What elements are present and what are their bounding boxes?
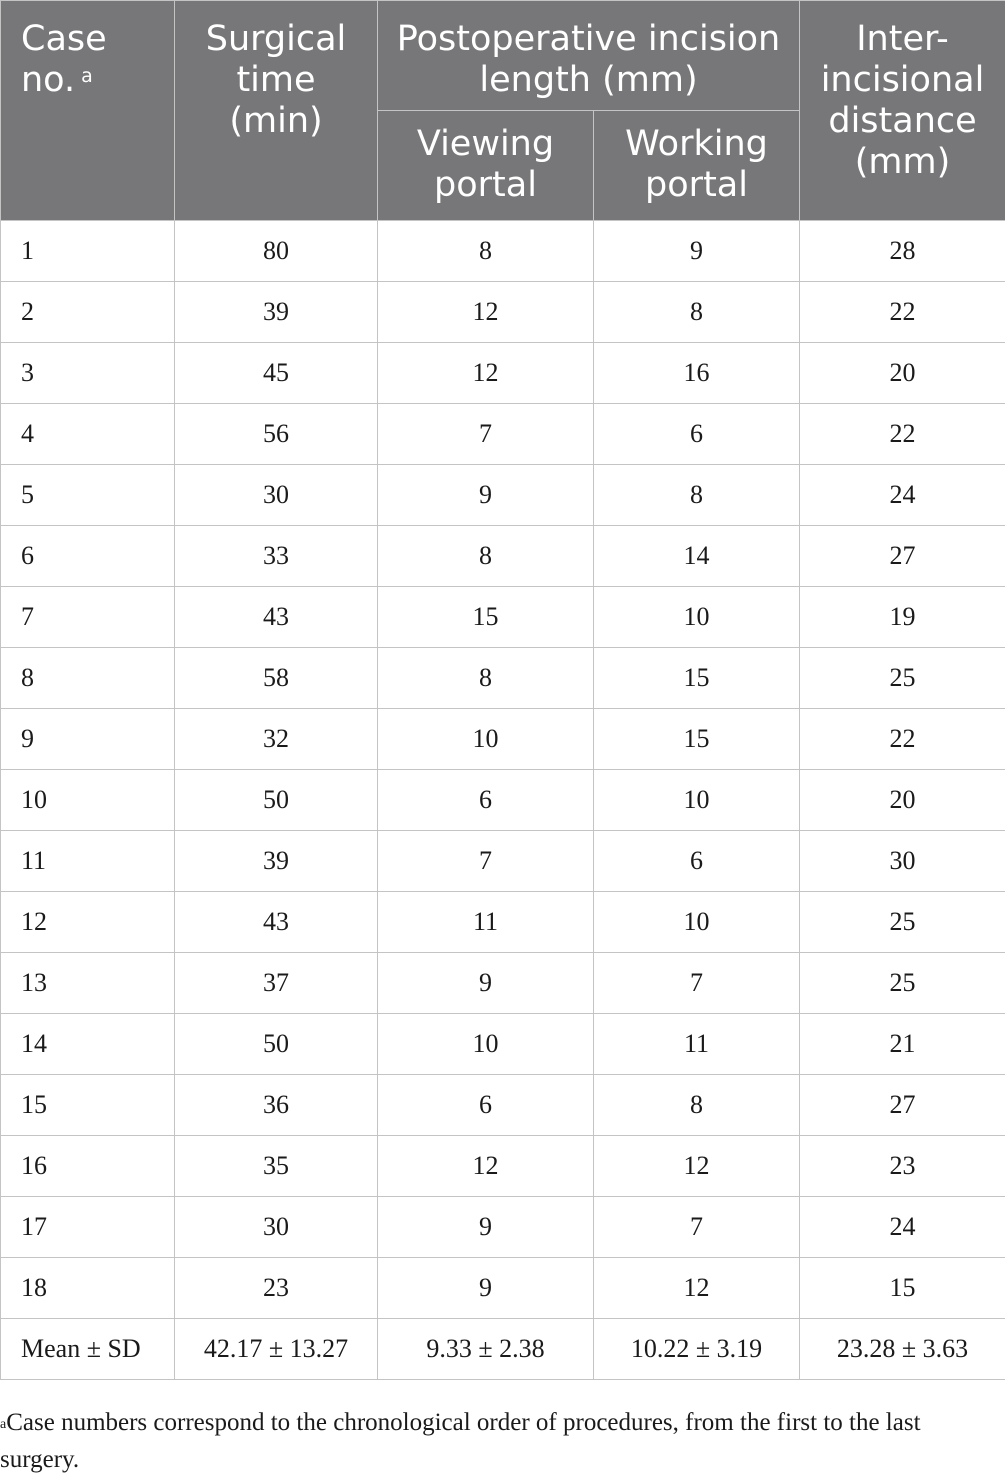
table-cell: 50 <box>175 770 378 831</box>
table-cell: 36 <box>175 1075 378 1136</box>
header-inter-line: (mm) <box>854 142 951 182</box>
header-case-no <box>1 1 175 221</box>
header-inter-incisional-distance <box>800 1 1005 221</box>
header-working-line: portal <box>645 165 748 205</box>
table-cell: 39 <box>175 282 378 343</box>
table-cell: 7 <box>378 404 594 465</box>
table-cell: 11 <box>378 892 594 953</box>
case-number-cell: 7 <box>1 587 175 648</box>
header-viewing-portal <box>378 111 594 221</box>
table-cell: 30 <box>800 831 1005 892</box>
case-number-cell: 11 <box>1 831 175 892</box>
case-number-cell: 14 <box>1 1014 175 1075</box>
table-row <box>1 1258 1005 1319</box>
table-cell: 15 <box>594 648 800 709</box>
table-cell: 27 <box>800 526 1005 587</box>
case-number-cell: 6 <box>1 526 175 587</box>
table-cell: 20 <box>800 343 1005 404</box>
case-number-cell: 4 <box>1 404 175 465</box>
table-cell: 9 <box>378 465 594 526</box>
table-cell: 15 <box>378 587 594 648</box>
table-cell: 35 <box>175 1136 378 1197</box>
table-cell: 30 <box>175 465 378 526</box>
table-row <box>1 1014 1005 1075</box>
case-number-cell: 13 <box>1 953 175 1014</box>
case-number-cell: 9 <box>1 709 175 770</box>
table-cell: 9 <box>378 1197 594 1258</box>
table-cell: 8 <box>594 1075 800 1136</box>
table-cell: 8 <box>378 221 594 282</box>
table-cell: 8 <box>378 648 594 709</box>
summary-row <box>1 1319 1005 1380</box>
table-cell: 23 <box>175 1258 378 1319</box>
header-case-no-word1: Case <box>21 19 107 59</box>
case-number-cell: 1 <box>1 221 175 282</box>
header-incision-length-group <box>378 1 800 111</box>
case-number-cell: 2 <box>1 282 175 343</box>
table-cell: 22 <box>800 282 1005 343</box>
table-row <box>1 1136 1005 1197</box>
table-row <box>1 770 1005 831</box>
table-cell: 58 <box>175 648 378 709</box>
footnote-marker: a <box>81 65 93 87</box>
table-cell: 25 <box>800 953 1005 1014</box>
header-incision-line: length (mm) <box>479 60 698 100</box>
table-row <box>1 404 1005 465</box>
header-incision-line: Postoperative incision <box>396 19 781 59</box>
table-row <box>1 831 1005 892</box>
table-cell: 23 <box>800 1136 1005 1197</box>
table-cell: 39 <box>175 831 378 892</box>
table-row <box>1 709 1005 770</box>
table-cell: 43 <box>175 587 378 648</box>
table-cell: 10 <box>594 892 800 953</box>
table-cell: 28 <box>800 221 1005 282</box>
header-case-no-word2: no. <box>21 60 76 100</box>
table-cell: 9 <box>378 953 594 1014</box>
table-row <box>1 587 1005 648</box>
table-cell: 8 <box>594 465 800 526</box>
case-number-cell: 16 <box>1 1136 175 1197</box>
table-row <box>1 282 1005 343</box>
table-cell: 10 <box>378 1014 594 1075</box>
table-cell: 25 <box>800 892 1005 953</box>
case-number-cell: 10 <box>1 770 175 831</box>
table-cell: 19 <box>800 587 1005 648</box>
case-number-cell: 8 <box>1 648 175 709</box>
case-number-cell: 12 <box>1 892 175 953</box>
table-cell: 15 <box>594 709 800 770</box>
table-cell: 6 <box>594 404 800 465</box>
case-number-cell: 3 <box>1 343 175 404</box>
table-row <box>1 465 1005 526</box>
table-cell: 7 <box>594 953 800 1014</box>
header-surgical-time-line: (min) <box>229 101 323 141</box>
table-cell: 12 <box>594 1258 800 1319</box>
table-cell: 14 <box>594 526 800 587</box>
table-cell: 27 <box>800 1075 1005 1136</box>
header-working-line: Working <box>625 124 768 164</box>
case-number-cell: 17 <box>1 1197 175 1258</box>
table-cell: 9.33 ± 2.38 <box>378 1319 594 1380</box>
table-cell: 9 <box>594 221 800 282</box>
table-cell: 16 <box>594 343 800 404</box>
table-header <box>1 1 1005 221</box>
footnote-mark: a <box>0 1417 7 1432</box>
table-cell: 22 <box>800 404 1005 465</box>
table-cell: 45 <box>175 343 378 404</box>
header-surgical-time <box>175 1 378 221</box>
table-cell: 10.22 ± 3.19 <box>594 1319 800 1380</box>
header-case-no-line2 <box>21 60 174 101</box>
table-row <box>1 892 1005 953</box>
case-number-cell: Mean ± SD <box>1 1319 175 1380</box>
table-cell: 21 <box>800 1014 1005 1075</box>
table-cell: 80 <box>175 221 378 282</box>
table-cell: 6 <box>378 770 594 831</box>
table-body <box>1 221 1005 1380</box>
table-cell: 10 <box>594 770 800 831</box>
table-cell: 10 <box>594 587 800 648</box>
table-cell: 42.17 ± 13.27 <box>175 1319 378 1380</box>
table-row <box>1 343 1005 404</box>
table-cell: 24 <box>800 1197 1005 1258</box>
table-row <box>1 221 1005 282</box>
header-viewing-line: Viewing <box>416 124 555 164</box>
header-viewing-line: portal <box>434 165 537 205</box>
table-footnote <box>0 1404 1005 1478</box>
header-inter-line: incisional <box>820 60 985 100</box>
table-cell: 15 <box>800 1258 1005 1319</box>
table-cell: 25 <box>800 648 1005 709</box>
header-inter-line: distance <box>828 101 977 141</box>
table-cell: 12 <box>378 1136 594 1197</box>
table-cell: 8 <box>594 282 800 343</box>
table-row <box>1 526 1005 587</box>
table-cell: 56 <box>175 404 378 465</box>
header-working-portal <box>594 111 800 221</box>
table-cell: 6 <box>378 1075 594 1136</box>
header-surgical-time-line: Surgical <box>205 19 347 59</box>
table-cell: 12 <box>594 1136 800 1197</box>
table-cell: 43 <box>175 892 378 953</box>
table-cell: 7 <box>378 831 594 892</box>
case-number-cell: 15 <box>1 1075 175 1136</box>
table-cell: 6 <box>594 831 800 892</box>
table-cell: 37 <box>175 953 378 1014</box>
table-cell: 30 <box>175 1197 378 1258</box>
table-cell: 12 <box>378 282 594 343</box>
table-row <box>1 648 1005 709</box>
footnote-text: Case numbers correspond to the chronological order of procedures, from the first to the last surgery. <box>0 1409 921 1473</box>
case-number-cell: 5 <box>1 465 175 526</box>
table-cell: 50 <box>175 1014 378 1075</box>
table-row <box>1 953 1005 1014</box>
table-cell: 7 <box>594 1197 800 1258</box>
header-inter-line: Inter- <box>856 19 949 59</box>
table-cell: 11 <box>594 1014 800 1075</box>
table-cell: 24 <box>800 465 1005 526</box>
table-cell: 33 <box>175 526 378 587</box>
case-number-cell: 18 <box>1 1258 175 1319</box>
table-cell: 32 <box>175 709 378 770</box>
table-cell: 9 <box>378 1258 594 1319</box>
table-row <box>1 1075 1005 1136</box>
table-cell: 12 <box>378 343 594 404</box>
table-cell: 23.28 ± 3.63 <box>800 1319 1005 1380</box>
table-cell: 22 <box>800 709 1005 770</box>
table-cell: 20 <box>800 770 1005 831</box>
table-cell: 10 <box>378 709 594 770</box>
table-cell: 8 <box>378 526 594 587</box>
header-surgical-time-line: time <box>236 60 316 100</box>
table-row <box>1 1197 1005 1258</box>
